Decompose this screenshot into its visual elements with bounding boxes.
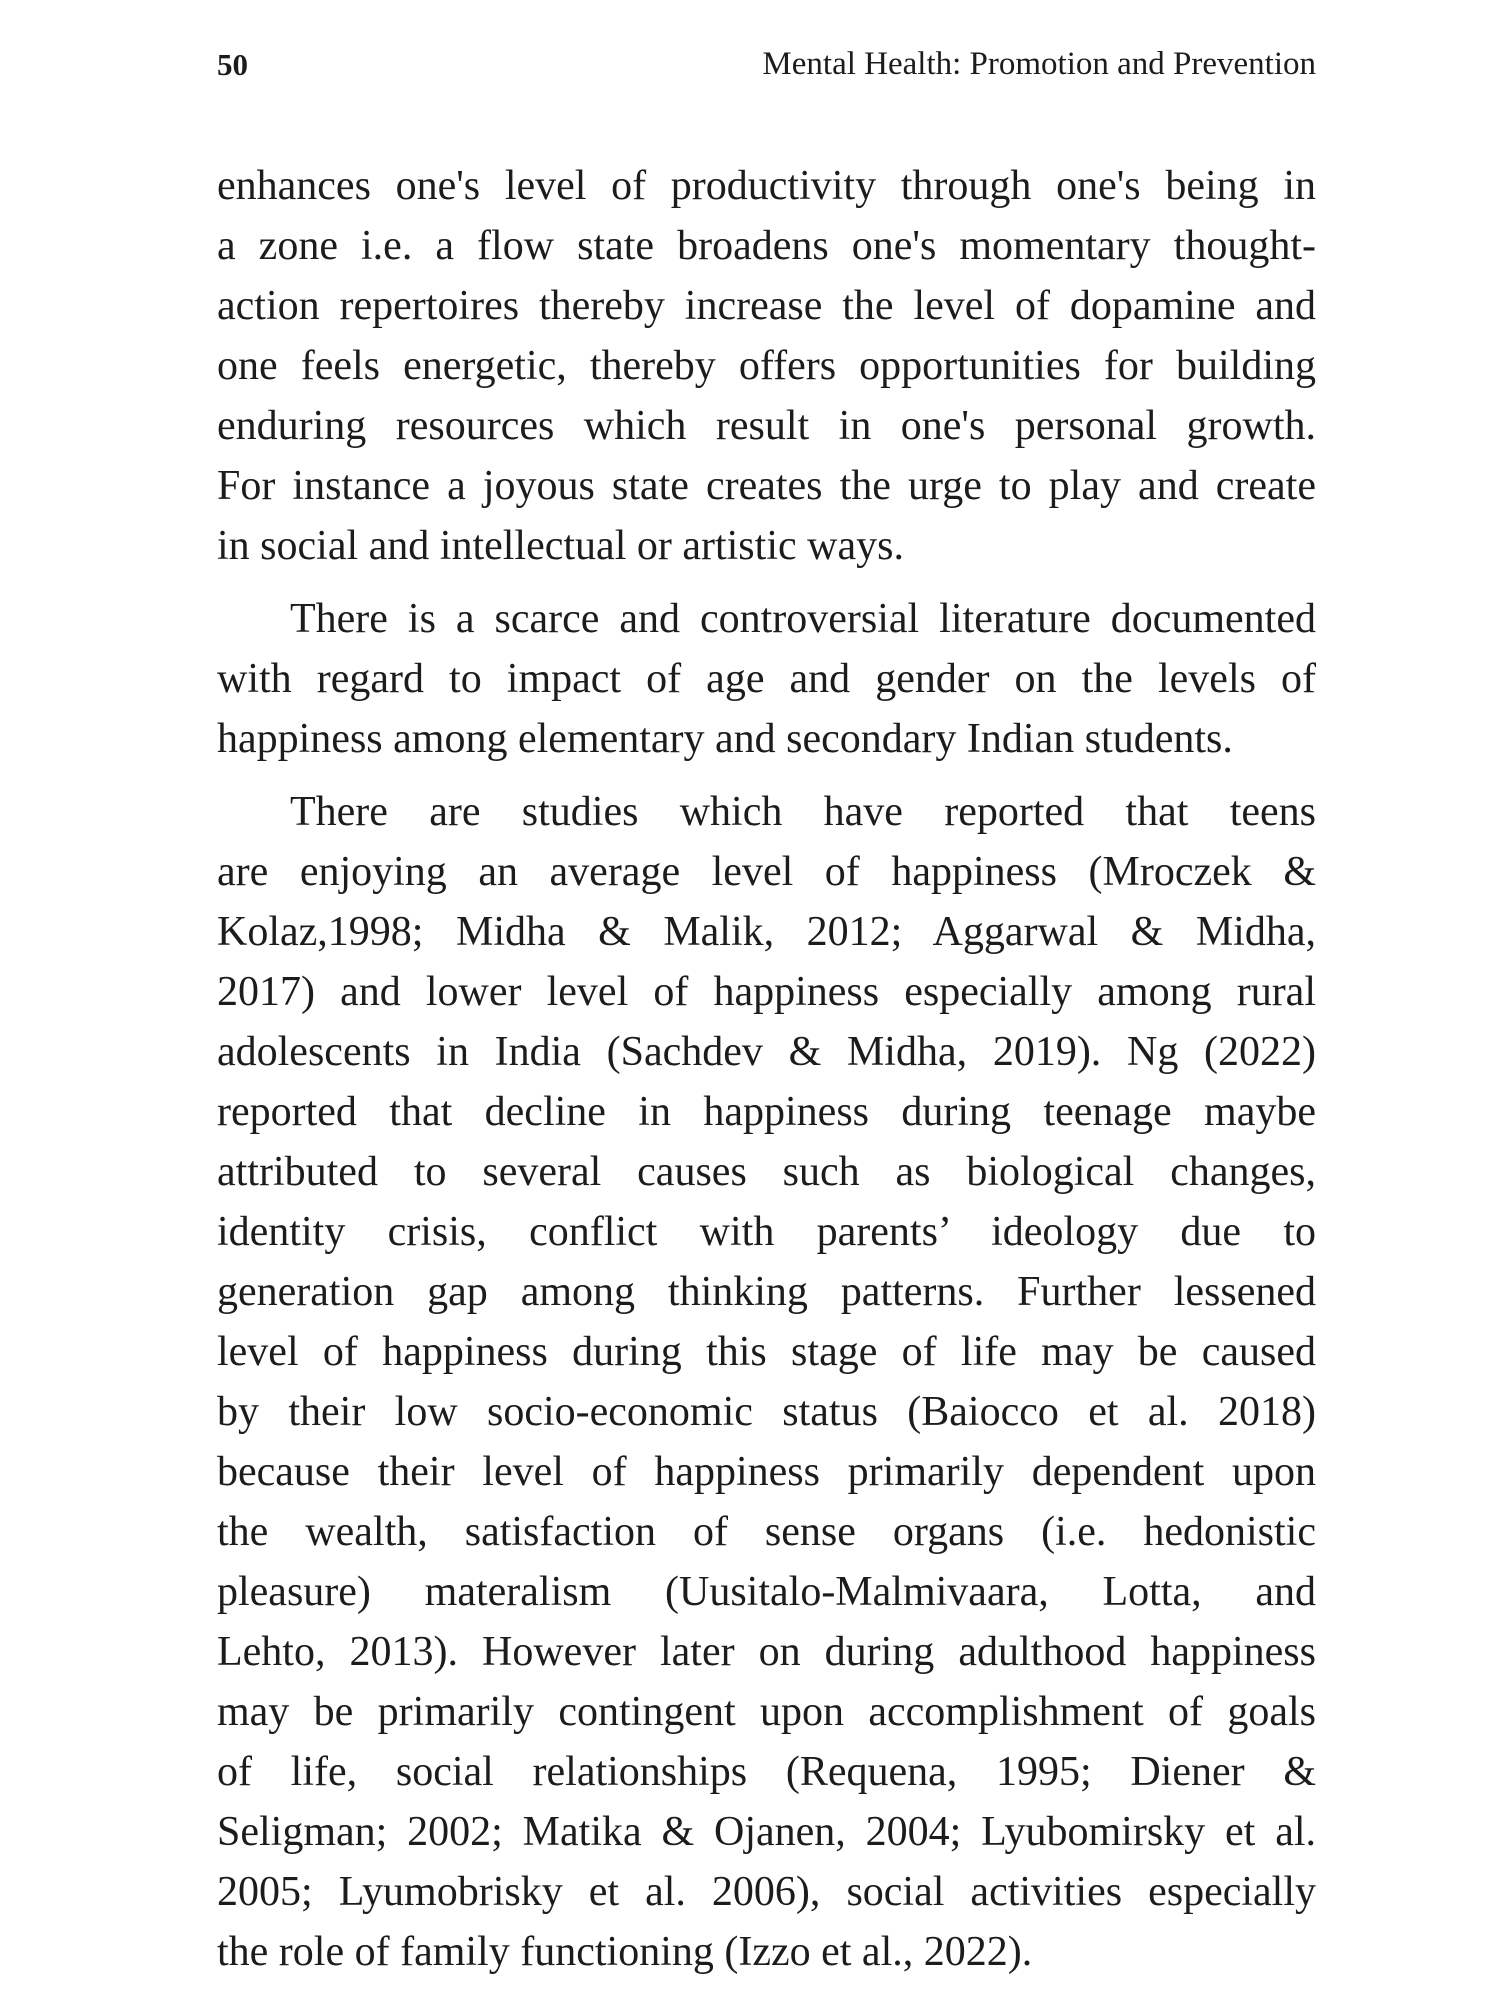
text-line: There is a scarce and controversial literature documented [290,596,1316,642]
text-line: adolescents in India (Sachdev & Midha, 2019). Ng (2022) [217,1029,1316,1075]
text-line: because their level of happiness primarily dependent upon [217,1449,1316,1495]
paragraph-2 [217,589,1316,769]
text-line: in social and intellectual or artistic ways. [217,523,904,569]
text-line: happiness among elementary and secondary Indian students. [217,716,1233,762]
text-line: For instance a joyous state creates the urge to play and create [217,463,1316,509]
text-line: action repertoires thereby increase the level of dopamine and [217,283,1316,329]
text-line: 2017) and lower level of happiness especially among rural [217,969,1316,1015]
text-line: may be primarily contingent upon accomplishment of goals [217,1689,1316,1735]
running-head-title: Mental Health: Promotion and Prevention [762,46,1316,82]
text-line: by their low socio-economic status (Baiocco et al. 2018) [217,1389,1316,1435]
text-line: of life, social relationships (Requena, 1995; Diener & [217,1749,1316,1795]
text-line: Seligman; 2002; Matika & Ojanen, 2004; Lyubomirsky et al. [217,1809,1316,1855]
text-line: level of happiness during this stage of life may be caused [217,1329,1316,1375]
text-line: enduring resources which result in one's personal growth. [217,403,1316,449]
text-line: a zone i.e. a flow state broadens one's momentary thought- [217,223,1316,269]
text-line: reported that decline in happiness during teenage maybe [217,1089,1316,1135]
text-line: one feels energetic, thereby offers opportunities for building [217,343,1316,389]
text-line: with regard to impact of age and gender on the levels of [217,656,1316,702]
text-line: Kolaz,1998; Midha & Malik, 2012; Aggarwal & Midha, [217,909,1316,955]
text-line: 2005; Lyumobrisky et al. 2006), social activities especially [217,1869,1316,1915]
text-line: the role of family functioning (Izzo et al., 2022). [217,1929,1033,1975]
text-line: generation gap among thinking patterns. Further lessened [217,1269,1316,1315]
text-line: identity crisis, conflict with parents’ ideology due to [217,1209,1316,1255]
text-line: pleasure) materalism (Uusitalo-Malmivaara, Lotta, and [217,1569,1316,1615]
text-line: There are studies which have reported that teens [290,789,1316,835]
paragraph-3 [217,782,1316,1982]
paragraph-1 [217,156,1316,576]
text-line: are enjoying an average level of happiness (Mroczek & [217,849,1316,895]
text-line: the wealth, satisfaction of sense organs (i.e. hedonistic [217,1509,1316,1555]
body-text [217,156,1316,1995]
text-line: Lehto, 2013). However later on during adulthood happiness [217,1629,1316,1675]
text-line: enhances one's level of productivity through one's being in [217,163,1316,209]
page-number: 50 [217,47,248,82]
text-line: attributed to several causes such as biological changes, [217,1149,1316,1195]
